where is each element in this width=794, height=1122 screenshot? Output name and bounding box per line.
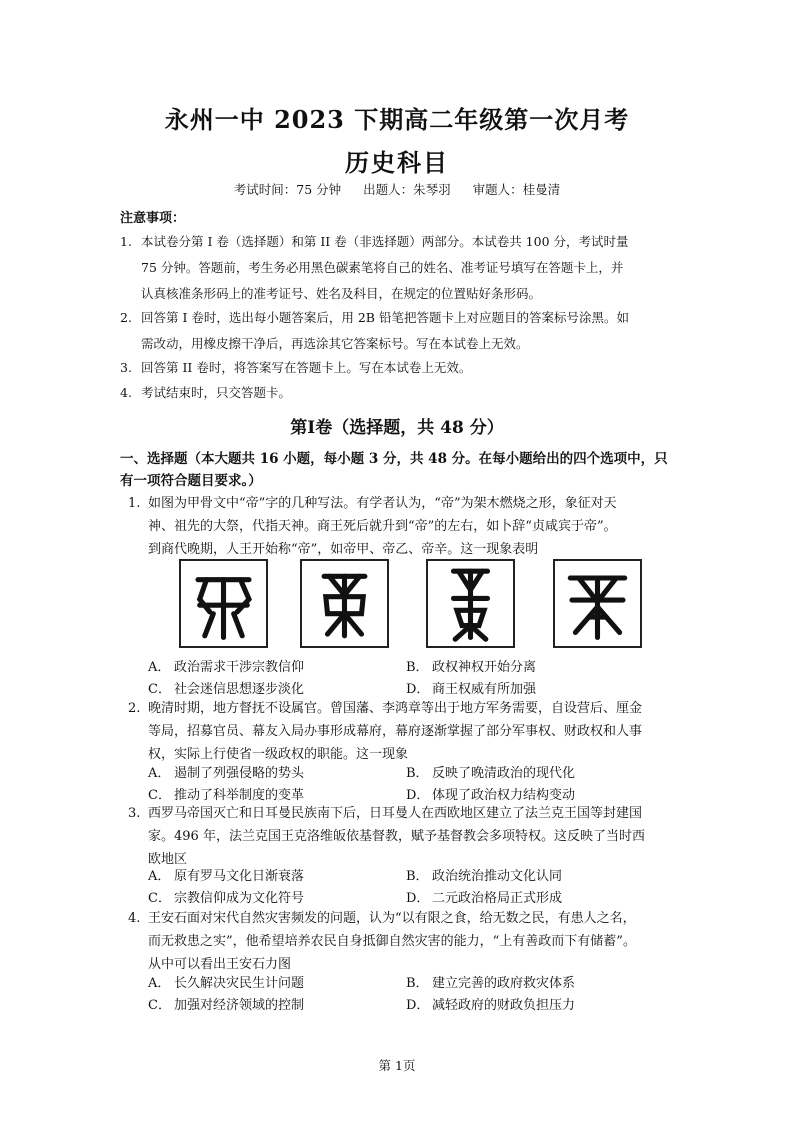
notice-line: 75 分钟。答题前，考生务必用黑色碳素笔将自己的姓名、准考证号填写在答题卡上，并 — [141, 260, 624, 275]
oracle-bone-di-glyph-4 — [553, 559, 642, 648]
question-number: 1. — [128, 496, 141, 511]
notice-item-3 — [120, 355, 690, 381]
option-letter: B． — [406, 660, 429, 675]
option-text: 体现了政治权力结构变动 — [432, 788, 576, 803]
option-text: 长久解决灾民生计问题 — [174, 976, 305, 991]
notice-line: 考试结束时，只交答题卡。 — [141, 385, 292, 400]
oracle-bone-di-glyph-3 — [426, 559, 515, 648]
exam-title: 永州一中 2023 下期高二年级第一次月考 — [164, 105, 630, 134]
option-letter: B． — [406, 869, 429, 884]
question-4 — [128, 907, 683, 976]
option-letter: C． — [148, 788, 171, 803]
option-text: 建立完善的政府救灾体系 — [432, 976, 576, 991]
option-text: 政治统治推动文化认同 — [432, 869, 563, 884]
option-text: 反映了晚清政治的现代化 — [432, 766, 576, 781]
notice-line: 本试卷分第 I 卷（选择题）和第 II 卷（非选择题）两部分。本试卷共 100 分，考试时量 — [141, 234, 629, 249]
subject-title: 历史科目 — [345, 148, 449, 177]
option-a — [148, 865, 304, 888]
notice-item-1 — [120, 229, 690, 307]
option-text: 原有罗马文化日渐衰落 — [174, 869, 305, 884]
option-letter: A． — [148, 869, 171, 884]
option-text: 推动了科举制度的变革 — [174, 788, 305, 803]
notice-item-2 — [120, 305, 690, 357]
question-number: 2. — [128, 701, 141, 716]
question-1 — [128, 492, 683, 561]
question-line: 西罗马帝国灭亡和日耳曼民族南下后，日耳曼人在西欧地区建立了法兰克王国等封建国 — [148, 806, 643, 821]
exam-info — [0, 180, 794, 198]
option-letter: C． — [148, 682, 171, 697]
option-letter: B． — [406, 976, 429, 991]
question-line: 欧地区 — [148, 852, 188, 867]
question-number: 4. — [128, 911, 141, 926]
option-letter: C． — [148, 891, 171, 906]
oracle-bone-di-glyph-1 — [179, 559, 268, 648]
option-c — [148, 994, 304, 1017]
notice-line: 回答第 II 卷时，将答案写在答题卡上。写在本试卷上无效。 — [141, 360, 472, 375]
exam-time: 考试时间：75 分钟 — [233, 182, 342, 197]
section1-heading — [120, 448, 685, 492]
option-letter: B． — [406, 766, 429, 781]
notice-num: 4. — [120, 385, 132, 400]
option-text: 社会迷信思想逐步淡化 — [174, 682, 305, 697]
notice-line: 回答第 I 卷时，选出每小题答案后，用 2B 铅笔把答题卡上对应题目的答案标号涂黑。如 — [141, 310, 629, 325]
notice-num: 3. — [120, 360, 132, 375]
option-text: 遏制了列强侵略的势头 — [174, 766, 305, 781]
option-text: 政权神权开始分离 — [432, 660, 537, 675]
question-number: 3. — [128, 806, 141, 821]
question-line: 家。496 年，法兰克国王克洛维皈依基督教，赋予基督教会多项特权。这反映了当时西 — [148, 829, 645, 844]
notice-title: 注意事项： — [120, 211, 186, 226]
option-a — [148, 656, 304, 679]
option-text: 二元政治格局正式形成 — [432, 891, 563, 906]
option-text: 宗教信仰成为文化符号 — [174, 891, 305, 906]
option-letter: A． — [148, 976, 171, 991]
option-a — [148, 972, 304, 995]
option-b — [406, 656, 536, 679]
option-d — [406, 994, 575, 1017]
notice-item-4 — [120, 380, 690, 406]
option-text: 加强对经济领域的控制 — [174, 998, 305, 1013]
notice-num: 2. — [120, 310, 132, 325]
question-line: 晚清时期，地方督抚不设属官。曾国藩、李鸿章等出于地方军务需要，自设营后、厘金 — [148, 701, 643, 716]
section1-line2: 有一项符合题目要求。） — [120, 473, 262, 489]
option-letter: C． — [148, 998, 171, 1013]
notice-num: 1. — [120, 234, 132, 249]
notice-line: 认真核准条形码上的准考证号、姓名及科目，在规定的位置贴好条形码。 — [141, 286, 542, 301]
question-line: 等局，招募官员、幕友入局办事形成幕府，幕府逐渐掌握了部分军事权、财政权和人事 — [148, 724, 643, 739]
part1-title: 第Ⅰ卷（选择题，共 48 分） — [290, 418, 504, 438]
question-line: 从中可以看出王安石力图 — [148, 957, 292, 972]
question-3 — [128, 802, 683, 871]
oracle-bone-di-glyph-2 — [300, 559, 389, 648]
question-line: 王安石面对宋代自然灾害频发的问题，认为“以有限之食，给无数之民，有患人之名， — [148, 911, 636, 926]
question-line: 如图为甲骨文中“帝”字的几种写法。有学者认为，“帝”为架木燃烧之形，象征对天 — [148, 496, 617, 511]
option-letter: D． — [406, 682, 430, 697]
setter: 出题人：朱琴羽 — [363, 182, 451, 197]
question-line: 到商代晚期，人王开始称“帝”，如帝甲、帝乙、帝辛。这一现象表明 — [148, 542, 539, 557]
option-text: 政治需求干涉宗教信仰 — [174, 660, 305, 675]
option-b — [406, 972, 575, 995]
question-2 — [128, 697, 683, 766]
notice-line: 需改动，用橡皮擦干净后，再选涂其它答案标号。写在本试卷上无效。 — [141, 336, 529, 351]
page-number: 第 1页 — [378, 1058, 416, 1073]
option-letter: A． — [148, 766, 171, 781]
reviewer: 审题人：桂曼清 — [472, 182, 561, 197]
option-letter: D． — [406, 788, 430, 803]
question-line: 而无救患之实”，他希望培养农民自身抵御自然灾害的能力，“上有善政而下有储蓄”。 — [148, 934, 636, 949]
option-b — [406, 762, 575, 785]
option-text: 减轻政府的财政负担压力 — [432, 998, 576, 1013]
option-b — [406, 865, 562, 888]
option-a — [148, 762, 304, 785]
section1-line1: 一、选择题（本大题共 16 小题，每小题 3 分，共 48 分。在每小题给出的四个选项中，只 — [120, 451, 668, 467]
option-text: 商王权威有所加强 — [432, 682, 537, 697]
option-letter: A． — [148, 660, 171, 675]
option-letter: D． — [406, 891, 430, 906]
option-letter: D． — [406, 998, 430, 1013]
question-line: 神、祖先的大祭，代指天神。商王死后就升到“帝”的左右，如卜辞“贞咸宾于帝”。 — [148, 519, 617, 534]
question-line: 权，实际上行使省一级政权的职能。这一现象 — [148, 747, 409, 762]
